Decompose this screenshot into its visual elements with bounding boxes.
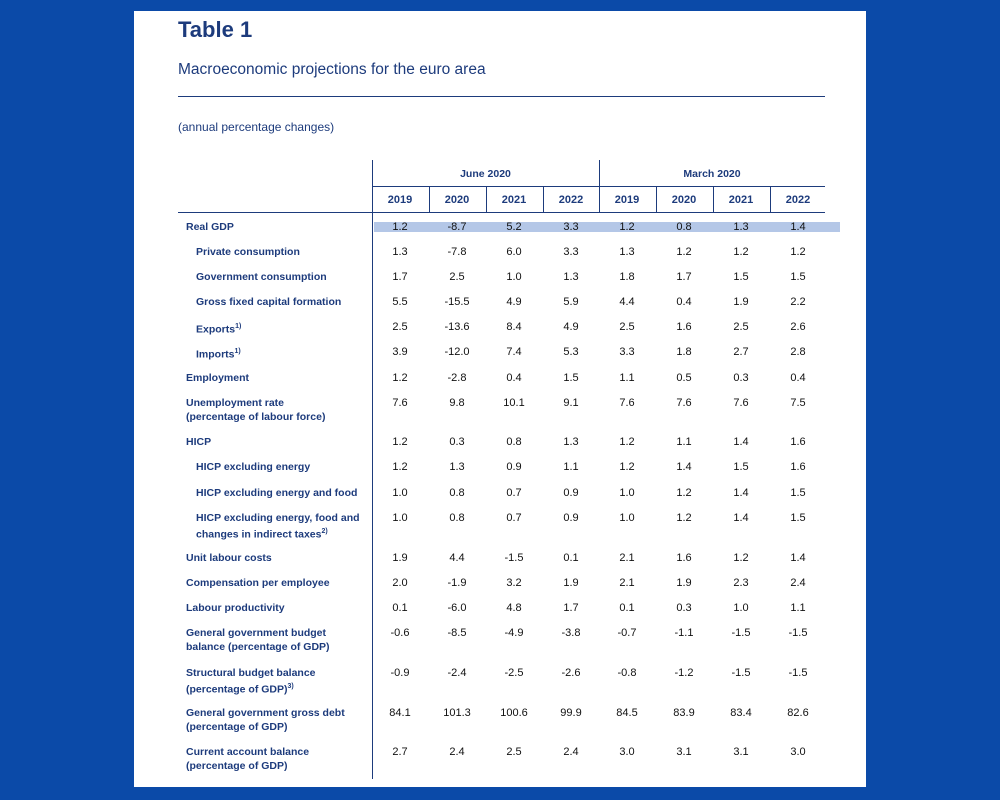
group-header-june-2020: June 2020 bbox=[460, 168, 511, 180]
table-cell: 2.8 bbox=[790, 346, 806, 358]
table-cell: 84.5 bbox=[616, 707, 638, 719]
table-cell: 2.1 bbox=[619, 552, 635, 564]
year-header: 2022 bbox=[558, 194, 584, 206]
table-cell: 0.8 bbox=[506, 436, 522, 448]
footnote-marker: 3) bbox=[287, 683, 294, 690]
row-label: General government budget balance (percentage of GDP) bbox=[186, 627, 330, 653]
units-note: (annual percentage changes) bbox=[178, 120, 335, 134]
table-cell: -1.5 bbox=[788, 627, 808, 639]
table-cell: 3.1 bbox=[676, 746, 692, 758]
table-cell: 1.3 bbox=[733, 221, 749, 233]
table-cell: 5.2 bbox=[506, 221, 522, 233]
table-cell: -2.4 bbox=[447, 667, 467, 679]
table-cell: 1.1 bbox=[619, 372, 635, 384]
table-cell: 1.2 bbox=[619, 461, 635, 473]
table-cell: 4.9 bbox=[506, 296, 522, 308]
table-cell: 84.1 bbox=[389, 707, 411, 719]
table-cell: 1.0 bbox=[506, 271, 522, 283]
table-cell: 4.9 bbox=[563, 321, 579, 333]
table-cell: 1.4 bbox=[790, 221, 806, 233]
row-label: HICP excluding energy, food and changes in indirect taxes$^{2)}$ bbox=[196, 512, 360, 541]
table-row bbox=[134, 396, 866, 426]
table-cell: -2.5 bbox=[504, 667, 524, 679]
table-cell: 1.2 bbox=[733, 552, 749, 564]
table-cell: 1.4 bbox=[790, 552, 806, 564]
table-cell: 5.9 bbox=[563, 296, 579, 308]
table-cell: -3.8 bbox=[561, 627, 581, 639]
table-title: Table 1 bbox=[178, 17, 253, 42]
row-label: Gross fixed capital formation bbox=[196, 296, 342, 308]
table-cell: 3.0 bbox=[790, 746, 806, 758]
table-cell: -4.9 bbox=[504, 627, 524, 639]
table-cell: 2.0 bbox=[392, 577, 408, 589]
table-cell: 1.3 bbox=[563, 271, 579, 283]
table-cell: 1.4 bbox=[733, 436, 749, 448]
table-cell: 2.2 bbox=[790, 296, 806, 308]
table-cell: 1.1 bbox=[563, 461, 579, 473]
table-cell: -8.7 bbox=[447, 221, 467, 233]
table-cell: 1.9 bbox=[676, 577, 692, 589]
table-cell: 7.4 bbox=[506, 346, 522, 358]
table-cell: -0.6 bbox=[390, 627, 410, 639]
table-cell: 1.0 bbox=[619, 512, 635, 524]
table-cell: 1.8 bbox=[676, 346, 692, 358]
table-cell: 1.5 bbox=[790, 487, 806, 499]
table-cell: 82.6 bbox=[787, 707, 809, 719]
table-cell: 3.1 bbox=[733, 746, 749, 758]
table-cell: 7.5 bbox=[790, 397, 806, 409]
table-cell: 0.9 bbox=[506, 461, 522, 473]
table-cell: 0.3 bbox=[733, 372, 749, 384]
table-cell: 0.9 bbox=[563, 512, 579, 524]
table-cell: 1.1 bbox=[676, 436, 692, 448]
table-cell: 101.3 bbox=[443, 707, 471, 719]
table-cell: 3.0 bbox=[619, 746, 635, 758]
table-cell: 1.1 bbox=[790, 602, 806, 614]
group-underline bbox=[372, 186, 825, 187]
table-cell: 1.3 bbox=[563, 436, 579, 448]
row-label: Compensation per employee bbox=[186, 577, 330, 589]
table-cell: 2.4 bbox=[790, 577, 806, 589]
table-cell: 2.5 bbox=[449, 271, 465, 283]
row-label: General government gross debt (percentage of GDP) bbox=[186, 707, 345, 733]
table-cell: 100.6 bbox=[500, 707, 528, 719]
table-cell: -0.8 bbox=[617, 667, 637, 679]
title-divider bbox=[178, 96, 825, 97]
table-cell: 1.5 bbox=[733, 461, 749, 473]
table-cell: -1.5 bbox=[731, 627, 751, 639]
table-cell: 1.0 bbox=[733, 602, 749, 614]
table-cell: 0.3 bbox=[449, 436, 465, 448]
table-cell: 1.6 bbox=[790, 436, 806, 448]
table-cell: 1.2 bbox=[392, 221, 408, 233]
table-cell: 3.3 bbox=[563, 221, 579, 233]
table-cell: 0.1 bbox=[563, 552, 579, 564]
table-subtitle: Macroeconomic projections for the euro area bbox=[178, 61, 486, 78]
table-cell: 2.3 bbox=[733, 577, 749, 589]
table-cell: -1.5 bbox=[731, 667, 751, 679]
row-label: Real GDP bbox=[186, 221, 234, 233]
table-cell: 0.5 bbox=[676, 372, 692, 384]
table-cell: -2.6 bbox=[561, 667, 581, 679]
table-cell: 1.4 bbox=[676, 461, 692, 473]
table-cell: -1.5 bbox=[504, 552, 524, 564]
table-cell: 1.2 bbox=[619, 221, 635, 233]
table-cell: -0.7 bbox=[617, 627, 637, 639]
table-cell: 3.3 bbox=[619, 346, 635, 358]
table-cell: 3.2 bbox=[506, 577, 522, 589]
year-header: 2022 bbox=[785, 194, 811, 206]
table-cell: -2.8 bbox=[447, 372, 467, 384]
table-cell: -1.5 bbox=[788, 667, 808, 679]
table-cell: 1.6 bbox=[676, 321, 692, 333]
table-cell: 1.5 bbox=[790, 512, 806, 524]
table-cell: 1.9 bbox=[392, 552, 408, 564]
table-cell: 0.8 bbox=[676, 221, 692, 233]
table-row bbox=[134, 626, 866, 656]
table-cell: 2.5 bbox=[619, 321, 635, 333]
year-header: 2021 bbox=[501, 194, 527, 206]
table-cell: -13.6 bbox=[444, 321, 470, 333]
table-cell: 4.4 bbox=[449, 552, 465, 564]
row-label: Exports$^{1)}$ bbox=[196, 323, 242, 336]
table-cell: 2.5 bbox=[733, 321, 749, 333]
table-cell: 4.4 bbox=[619, 296, 635, 308]
table-cell: 0.7 bbox=[506, 512, 522, 524]
table-cell: 83.4 bbox=[730, 707, 752, 719]
row-label: Unit labour costs bbox=[186, 552, 272, 564]
table-cell: 2.7 bbox=[733, 346, 749, 358]
table-cell: 4.8 bbox=[506, 602, 522, 614]
row-label: Private consumption bbox=[196, 246, 300, 258]
table-cell: 1.6 bbox=[790, 461, 806, 473]
table-cell: -1.9 bbox=[447, 577, 467, 589]
row-label: Government consumption bbox=[196, 271, 327, 283]
table-cell: 1.7 bbox=[392, 271, 408, 283]
table-cell: 0.1 bbox=[392, 602, 408, 614]
year-header: 2021 bbox=[728, 194, 754, 206]
table-cell: -8.5 bbox=[447, 627, 467, 639]
table-cell: -15.5 bbox=[444, 296, 470, 308]
table-cell: 1.4 bbox=[733, 512, 749, 524]
table-cell: 0.4 bbox=[506, 372, 522, 384]
row-label: HICP excluding energy and food bbox=[196, 487, 358, 499]
table-cell: -1.1 bbox=[674, 627, 694, 639]
row-label: Employment bbox=[186, 372, 250, 384]
table-cell: 0.8 bbox=[449, 487, 465, 499]
table-card bbox=[134, 11, 866, 787]
table-cell: 1.5 bbox=[790, 271, 806, 283]
table-cell: 7.6 bbox=[619, 397, 635, 409]
row-label: HICP excluding energy bbox=[196, 461, 311, 473]
table-cell: 1.2 bbox=[733, 246, 749, 258]
table-cell: 0.4 bbox=[790, 372, 806, 384]
table-cell: 5.5 bbox=[392, 296, 408, 308]
table-cell: 1.5 bbox=[563, 372, 579, 384]
table-cell: 1.0 bbox=[619, 487, 635, 499]
table-cell: 1.2 bbox=[790, 246, 806, 258]
table-cell: 1.0 bbox=[392, 487, 408, 499]
table-cell: 1.2 bbox=[676, 246, 692, 258]
table-cell: 1.9 bbox=[733, 296, 749, 308]
table-cell: 2.6 bbox=[790, 321, 806, 333]
table-cell: 1.3 bbox=[449, 461, 465, 473]
table-cell: 0.3 bbox=[676, 602, 692, 614]
table-cell: 99.9 bbox=[560, 707, 582, 719]
row-label: Imports$^{1)}$ bbox=[196, 348, 241, 361]
table-cell: 0.4 bbox=[676, 296, 692, 308]
row-label: HICP bbox=[186, 436, 212, 448]
table-row bbox=[134, 745, 866, 775]
table-cell: 0.7 bbox=[506, 487, 522, 499]
footnote-marker: 2) bbox=[321, 528, 328, 535]
table-cell: 2.4 bbox=[563, 746, 579, 758]
table-cell: 1.3 bbox=[392, 246, 408, 258]
year-underline bbox=[178, 212, 825, 213]
table-cell: 10.1 bbox=[503, 397, 525, 409]
table-cell: 1.3 bbox=[619, 246, 635, 258]
table-cell: 83.9 bbox=[673, 707, 695, 719]
table-cell: 1.2 bbox=[676, 487, 692, 499]
table-cell: 1.2 bbox=[392, 372, 408, 384]
table-cell: 1.4 bbox=[733, 487, 749, 499]
row-label: Labour productivity bbox=[186, 602, 285, 614]
table-cell: 1.7 bbox=[676, 271, 692, 283]
table-cell: 7.6 bbox=[676, 397, 692, 409]
table-cell: -7.8 bbox=[447, 246, 467, 258]
table-cell: 1.2 bbox=[392, 436, 408, 448]
table-cell: 9.8 bbox=[449, 397, 465, 409]
table-cell: 8.4 bbox=[506, 321, 522, 333]
year-header: 2020 bbox=[671, 194, 697, 206]
table-cell: 2.4 bbox=[449, 746, 465, 758]
table-cell: 1.6 bbox=[676, 552, 692, 564]
table-cell: 1.2 bbox=[392, 461, 408, 473]
table-cell: 2.1 bbox=[619, 577, 635, 589]
table-cell: 0.8 bbox=[449, 512, 465, 524]
table-cell: 2.7 bbox=[392, 746, 408, 758]
table-cell: 2.5 bbox=[392, 321, 408, 333]
table-cell: 9.1 bbox=[563, 397, 579, 409]
year-header: 2019 bbox=[387, 194, 413, 206]
footnote-marker: 1) bbox=[235, 323, 242, 330]
table-cell: 7.6 bbox=[733, 397, 749, 409]
table-cell: 7.6 bbox=[392, 397, 408, 409]
group-header-march-2020: March 2020 bbox=[683, 168, 741, 180]
row-label: Unemployment rate (percentage of labour force) bbox=[186, 397, 326, 423]
table-cell: -0.9 bbox=[390, 667, 410, 679]
year-header: 2019 bbox=[614, 194, 640, 206]
table-cell: 6.0 bbox=[506, 246, 522, 258]
table-cell: 0.9 bbox=[563, 487, 579, 499]
table-cell: 1.5 bbox=[733, 271, 749, 283]
table-cell: 3.3 bbox=[563, 246, 579, 258]
table-row bbox=[134, 666, 866, 696]
table-cell: -6.0 bbox=[447, 602, 467, 614]
table-cell: -1.2 bbox=[674, 667, 694, 679]
table-cell: 1.7 bbox=[563, 602, 579, 614]
year-header: 2020 bbox=[444, 194, 470, 206]
table-cell: 1.2 bbox=[676, 512, 692, 524]
table-cell: 1.8 bbox=[619, 271, 635, 283]
table-cell: 0.1 bbox=[619, 602, 635, 614]
row-label: Current account balance (percentage of GDP) bbox=[186, 746, 310, 772]
table-cell: 3.9 bbox=[392, 346, 408, 358]
table-cell: 5.3 bbox=[563, 346, 579, 358]
footnote-marker: 1) bbox=[234, 348, 241, 355]
table-row bbox=[134, 706, 866, 736]
table-cell: -12.0 bbox=[444, 346, 470, 358]
table-row bbox=[134, 511, 866, 541]
table-cell: 1.9 bbox=[563, 577, 579, 589]
row-label: Structural budget balance (percentage of GDP)$^{3)}$ bbox=[186, 667, 316, 696]
table-cell: 1.2 bbox=[619, 436, 635, 448]
table-cell: 2.5 bbox=[506, 746, 522, 758]
table-cell: 1.0 bbox=[392, 512, 408, 524]
